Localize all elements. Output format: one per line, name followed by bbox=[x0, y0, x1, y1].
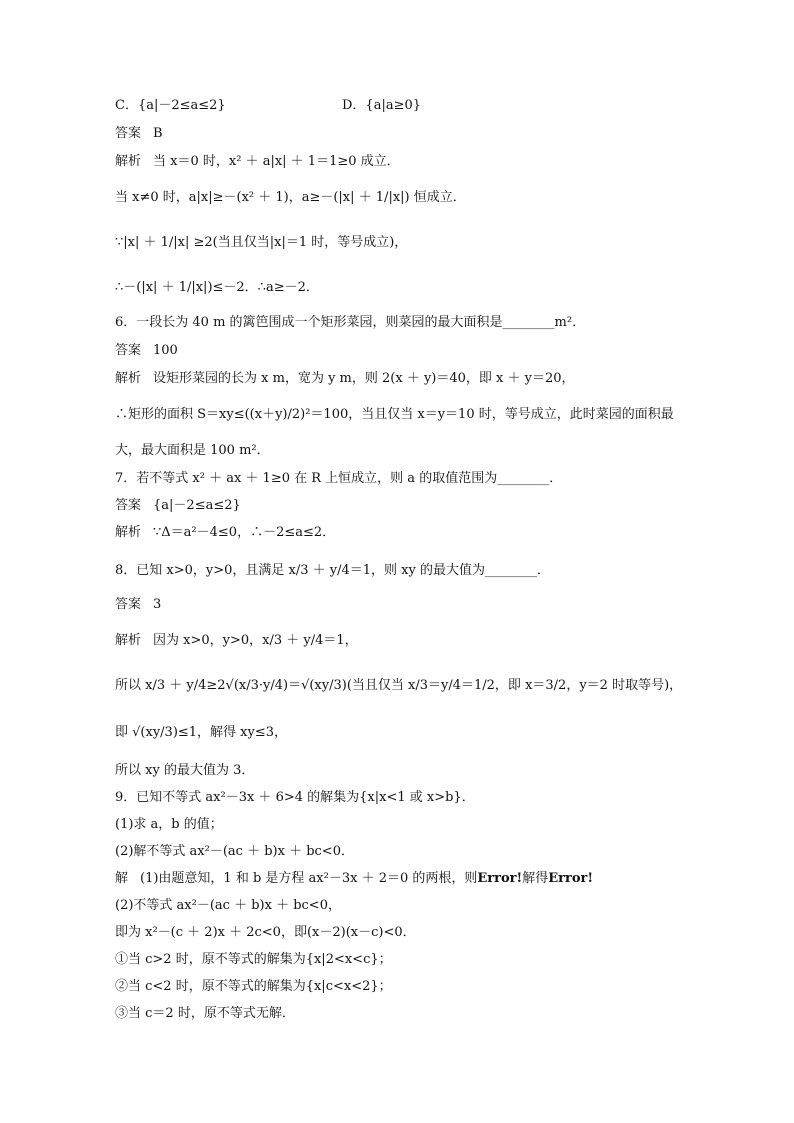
analysis-label: 解析 bbox=[115, 371, 142, 386]
analysis-text: ∴矩形的面积 S＝xy≤((x＋y)/2)²＝100，当且仅当 x＝y＝10 时，等号成立，此时菜园的面积最 bbox=[115, 407, 674, 422]
answer-value: B bbox=[153, 126, 163, 141]
answer-label: 答案 bbox=[115, 343, 142, 358]
answer-value: 100 bbox=[153, 343, 178, 358]
solution-case-3: ③当 c＝2 时，原不等式无解． bbox=[115, 1006, 295, 1021]
question-9-part-1: (1)求 a，b 的值； bbox=[115, 817, 223, 832]
answer-row-8 bbox=[115, 596, 161, 614]
analysis-text: ∵|x| ＋ 1/|x| ≥2(当且仅当|x|＝1 时，等号成立)， bbox=[115, 235, 408, 250]
question-7: 7．若不等式 x² ＋ ax ＋ 1≥0 在 R 上恒成立，则 a 的取值范围为________． bbox=[115, 471, 563, 486]
solution-case-1: ①当 c>2 时，原不等式的解集为{x|2<x<c}； bbox=[115, 952, 392, 967]
question-9-part-2: (2)解不等式 ax²－(ac ＋ b)x ＋ bc<0． bbox=[115, 844, 354, 859]
solution-text: (1)由题意知，1 和 b 是方程 ax²－3x ＋ 2＝0 的两根，则 bbox=[140, 871, 478, 886]
solution-text: 即为 x²－(c ＋ 2)x ＋ 2c<0，即(x－2)(x－c)<0． bbox=[115, 925, 416, 940]
answer-label: 答案 bbox=[115, 126, 142, 141]
analysis-label: 解析 bbox=[115, 154, 142, 169]
answer-row-5 bbox=[115, 125, 163, 143]
analysis-text: ∴－(|x| ＋ 1/|x|)≤－2．∴a≥－2． bbox=[115, 280, 319, 295]
answer-value: 3 bbox=[153, 597, 162, 612]
analysis-text: 所以 x/3 ＋ y/4≥2√(x/3·y/4)＝√(xy/3)(当且仅当 x/3＝y/4＝1/2，即 x＝3/2，y＝2 时取等号)， bbox=[115, 678, 683, 693]
question-6: 6．一段长为 40 m 的篱笆围成一个矩形菜园，则菜园的最大面积是________m²． bbox=[115, 315, 586, 330]
solution-case-2: ②当 c<2 时，原不等式的解集为{x|c<x<2}； bbox=[115, 979, 392, 994]
answer-value: {a|－2≤a≤2} bbox=[153, 498, 241, 513]
analysis-text: 大，最大面积是 100 m²． bbox=[115, 443, 270, 458]
option-c: C．{a|－2≤a≤2} bbox=[115, 98, 226, 113]
analysis-text: ∵Δ＝a²－4≤0，∴－2≤a≤2． bbox=[153, 525, 336, 540]
analysis-row-6 bbox=[115, 370, 575, 388]
error-text: Error! bbox=[477, 871, 523, 886]
analysis-row-7 bbox=[115, 524, 335, 542]
answer-label: 答案 bbox=[115, 498, 142, 513]
error-text: Error! bbox=[548, 871, 594, 886]
solution-row-9 bbox=[115, 870, 593, 888]
option-d: D．{a|a≥0} bbox=[342, 98, 422, 113]
analysis-row-8 bbox=[115, 632, 358, 650]
analysis-text: 因为 x>0，y>0，x/3 ＋ y/4＝1， bbox=[153, 633, 358, 648]
answer-label: 答案 bbox=[115, 597, 142, 612]
analysis-row-5 bbox=[115, 153, 400, 171]
analysis-text: 设矩形菜园的长为 x m，宽为 y m，则 2(x ＋ y)＝40，即 x ＋ y＝20， bbox=[153, 371, 575, 386]
question-8: 8．已知 x>0，y>0，且满足 x/3 ＋ y/4＝1，则 xy 的最大值为________． bbox=[115, 563, 550, 578]
analysis-label: 解析 bbox=[115, 633, 142, 648]
analysis-text: 即 √(xy/3)≤1，解得 xy≤3， bbox=[115, 725, 288, 740]
analysis-label: 解析 bbox=[115, 525, 142, 540]
analysis-text: 当 x≠0 时，a|x|≥－(x² ＋ 1)，a≥－(|x| ＋ 1/|x|) 恒成立． bbox=[115, 190, 466, 205]
answer-row-7 bbox=[115, 497, 241, 515]
answer-row-6 bbox=[115, 342, 178, 360]
solution-text: (2)不等式 ax²－(ac ＋ b)x ＋ bc<0， bbox=[115, 898, 341, 913]
solution-label: 解 bbox=[115, 871, 129, 886]
analysis-text: 所以 xy 的最大值为 3． bbox=[115, 763, 255, 778]
question-9: 9．已知不等式 ax²－3x ＋ 6>4 的解集为{x|x<1 或 x>b}． bbox=[115, 790, 475, 805]
analysis-text: 当 x＝0 时，x² ＋ a|x| ＋ 1＝1≥0 成立． bbox=[153, 154, 400, 169]
solution-text: 解得 bbox=[522, 871, 549, 886]
